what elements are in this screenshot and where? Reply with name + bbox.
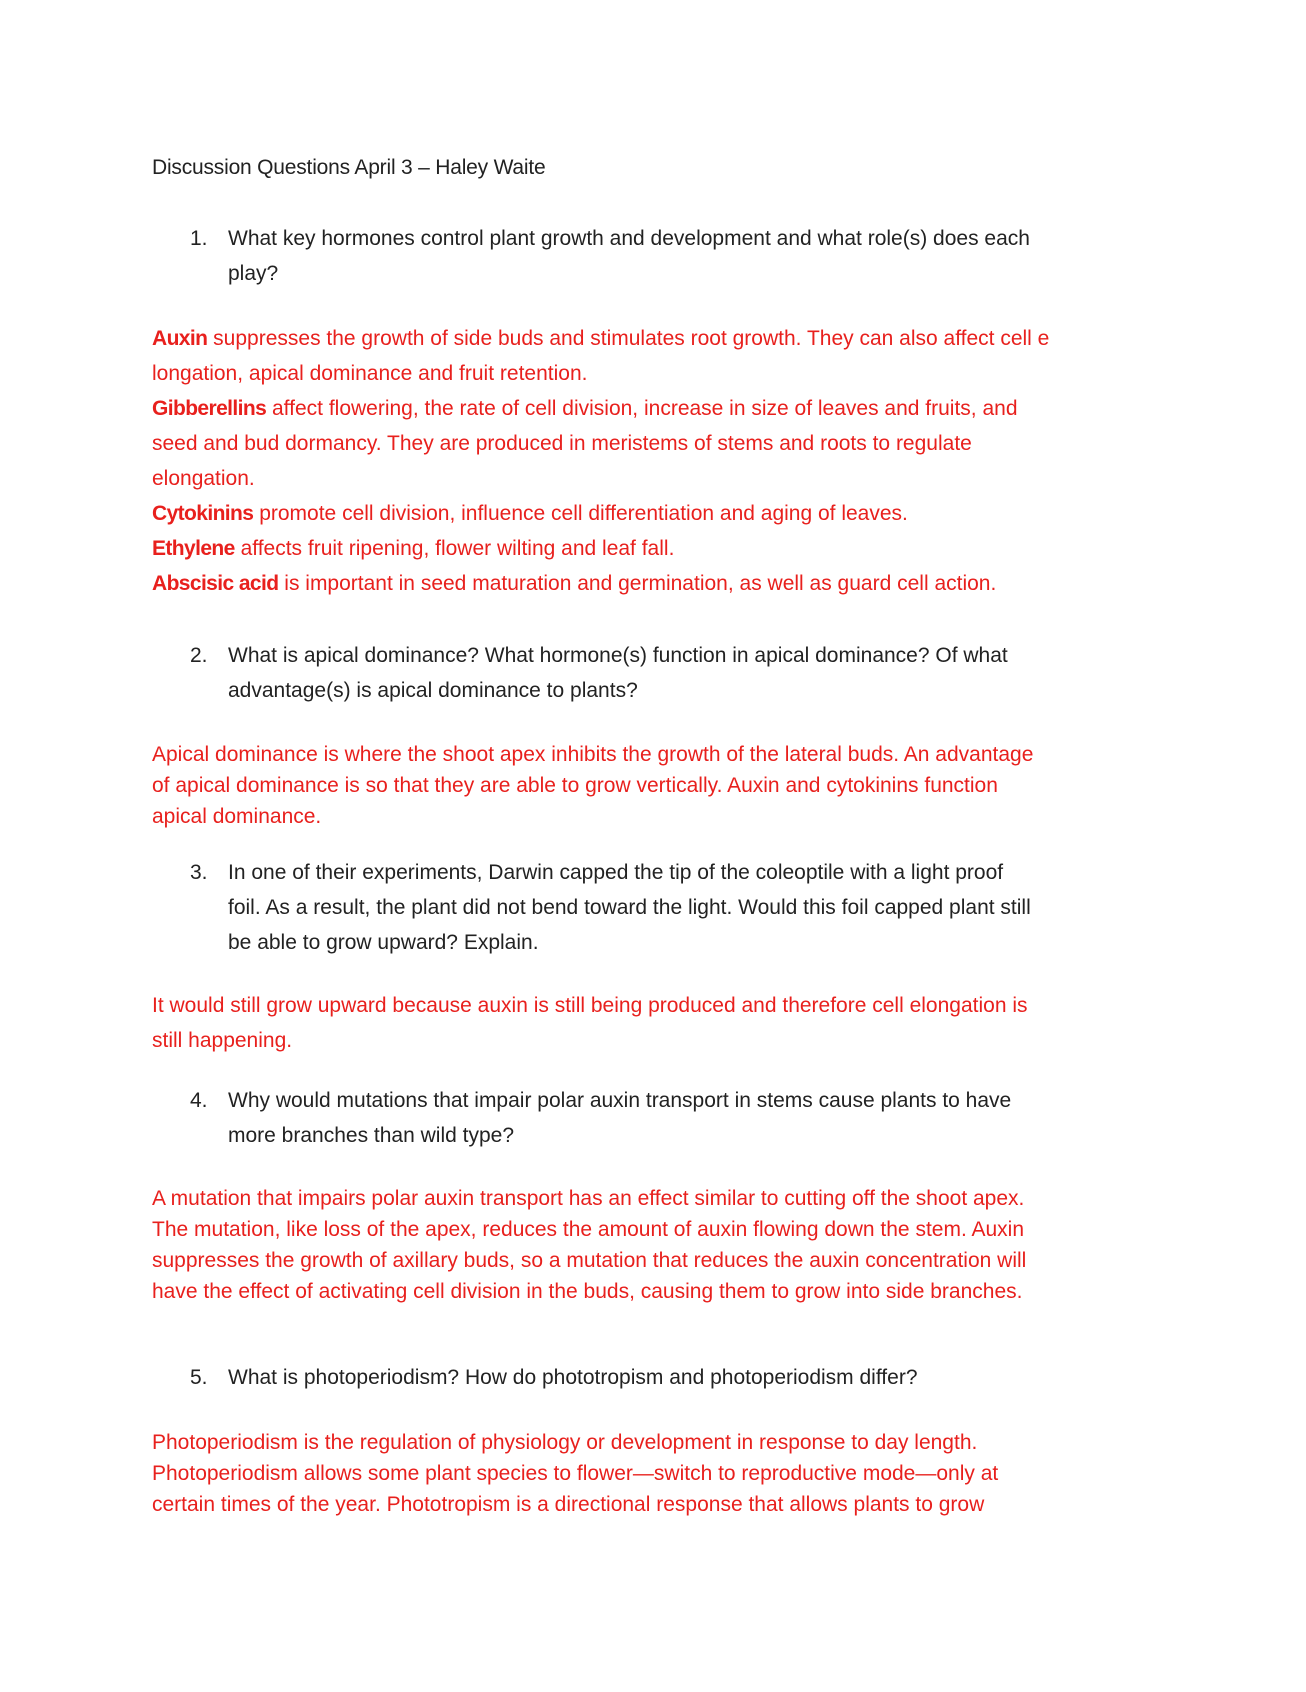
answer-line: certain times of the year. Phototropism is a directional response that allows plants to grow <box>152 1493 985 1516</box>
question-text <box>228 1360 1130 1395</box>
answer-text: affect flowering, the rate of cell division, increase in size of leaves and fruits, and <box>266 397 1018 420</box>
answer-5 <box>152 1427 1142 1520</box>
answer-line: The mutation, like loss of the apex, reduces the amount of auxin flowing down the stem. Auxin <box>152 1218 1024 1241</box>
answer-3 <box>152 988 1142 1058</box>
answer-line <box>152 391 1142 426</box>
answer-text: longation, apical dominance and fruit retention. <box>152 362 588 385</box>
question-4 <box>190 1083 1130 1153</box>
question-line: What is photoperiodism? How do phototropism and photoperiodism differ? <box>228 1366 918 1389</box>
answer-text: promote cell division, influence cell differentiation and aging of leaves. <box>253 502 908 525</box>
answer-line <box>152 426 1142 461</box>
answer-text: is important in seed maturation and germination, as well as guard cell action. <box>278 572 997 595</box>
answer-line: Photoperiodism is the regulation of physiology or development in response to day length. <box>152 1431 978 1454</box>
answer-line: It would still grow upward because auxin is still being produced and therefore cell elongation is <box>152 994 1028 1017</box>
answer-line <box>152 461 1142 496</box>
question-line: Why would mutations that impair polar auxin transport in stems cause plants to have <box>228 1089 1012 1112</box>
question-line: be able to grow upward? Explain. <box>228 931 539 954</box>
answer-1 <box>152 321 1142 601</box>
answer-text: seed and bud dormancy. They are produced in meristems of stems and roots to regulate <box>152 432 972 455</box>
question-number: 5. <box>190 1366 208 1389</box>
hormone-term: Ethylene <box>152 537 235 560</box>
answer-line: have the effect of activating cell division in the buds, causing them to grow into side branches. <box>152 1280 1023 1303</box>
answer-line <box>152 321 1142 356</box>
question-line: What key hormones control plant growth and development and what role(s) does each <box>228 227 1030 250</box>
question-line: play? <box>228 262 279 285</box>
question-number: 1. <box>190 227 208 250</box>
question-line: What is apical dominance? What hormone(s) function in apical dominance? Of what <box>228 644 1008 667</box>
answer-line: still happening. <box>152 1029 293 1052</box>
answer-line <box>152 531 1142 566</box>
answer-text: affects fruit ripening, flower wilting and leaf fall. <box>234 537 675 560</box>
hormone-term: Cytokinins <box>152 502 254 525</box>
answer-line: Apical dominance is where the shoot apex inhibits the growth of the lateral buds. An advantage <box>152 743 1034 766</box>
answer-line <box>152 566 1142 601</box>
question-line: more branches than wild type? <box>228 1124 514 1147</box>
question-number: 3. <box>190 861 208 884</box>
question-line: foil. As a result, the plant did not bend toward the light. Would this foil capped plant still <box>228 896 1031 919</box>
answer-line: Photoperiodism allows some plant species to flower—switch to reproductive mode—only at <box>152 1462 999 1485</box>
answer-line: of apical dominance is so that they are able to grow vertically. Auxin and cytokinins function <box>152 774 998 797</box>
answer-line: suppresses the growth of axillary buds, so a mutation that reduces the auxin concentration will <box>152 1249 1027 1272</box>
answer-line: apical dominance. <box>152 805 322 828</box>
question-1 <box>190 221 1130 291</box>
hormone-term: Auxin <box>152 327 208 350</box>
question-5 <box>190 1360 1130 1395</box>
question-text <box>228 1083 1130 1153</box>
hormone-term: Abscisic acid <box>152 572 279 595</box>
question-number: 2. <box>190 644 208 667</box>
question-text <box>228 638 1130 708</box>
question-line: advantage(s) is apical dominance to plants? <box>228 679 638 702</box>
answer-line: A mutation that impairs polar auxin transport has an effect similar to cutting off the shoot apex. <box>152 1187 1025 1210</box>
answer-4 <box>152 1183 1142 1307</box>
question-text <box>228 855 1130 960</box>
answer-line <box>152 496 1142 531</box>
answer-text: suppresses the growth of side buds and stimulates root growth. They can also affect cell e <box>207 327 1050 350</box>
question-text <box>228 221 1130 291</box>
question-number: 4. <box>190 1089 208 1112</box>
answer-2 <box>152 739 1142 832</box>
question-2 <box>190 638 1130 708</box>
answer-line <box>152 356 1142 391</box>
hormone-term: Gibberellins <box>152 397 267 420</box>
document-title: Discussion Questions April 3 – Haley Waite <box>152 156 546 179</box>
answer-text: elongation. <box>152 467 255 490</box>
question-3 <box>190 855 1130 960</box>
question-line: In one of their experiments, Darwin capped the tip of the coleoptile with a light proof <box>228 861 1004 884</box>
